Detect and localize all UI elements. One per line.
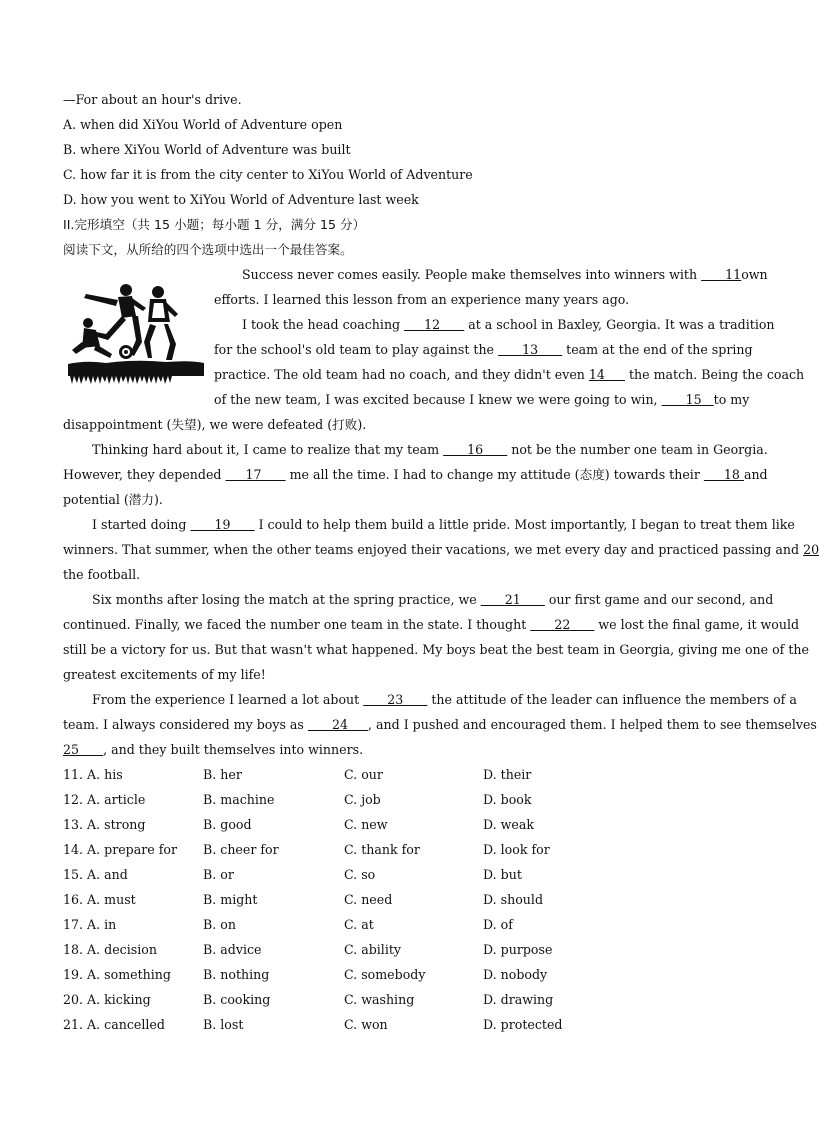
passage-line: efforts. I learned this lesson from an experience many years ago.: [214, 292, 630, 307]
option-a: 11. A. his: [63, 767, 123, 782]
option-b: B. machine: [203, 792, 275, 807]
blank-21: 21: [504, 592, 521, 607]
option-a: 20. A. kicking: [63, 992, 151, 1007]
prev-option-b: B. where XiYou World of Adventure was built: [63, 142, 351, 157]
option-b: B. might: [203, 892, 258, 907]
option-a: 14. A. prepare for: [63, 842, 177, 857]
passage-line: practice. The old team had no coach, and they didn't even 14 the match. Being the coach: [214, 367, 805, 382]
passage-line: the football.: [63, 567, 141, 582]
passage-line: Success never comes easily. People make themselves into winners with 11own: [242, 267, 768, 282]
passage-line: Thinking hard about it, I came to realize that my team 16 not be the number one team in Georgia.: [92, 442, 768, 457]
option-a: 13. A. strong: [63, 817, 146, 832]
passage-line: greatest excitements of my life!: [63, 667, 266, 682]
blank-14: 14: [588, 367, 605, 382]
option-b: B. her: [203, 767, 242, 782]
option-b: B. nothing: [203, 967, 270, 982]
passage-line: of the new team, I was excited because I knew we were going to win, 15 to my: [214, 392, 750, 407]
option-b: B. cheer for: [203, 842, 279, 857]
option-a: 21. A. cancelled: [63, 1017, 165, 1032]
blank-16: 16: [467, 442, 484, 457]
option-c: C. need: [344, 892, 393, 907]
option-b: B. lost: [203, 1017, 244, 1032]
prev-option-a: A. when did XiYou World of Adventure open: [63, 117, 343, 132]
blank-11: 11: [725, 267, 742, 282]
passage-line: I started doing 19 I could to help them build a little pride. Most importantly, I began to treat them like: [92, 517, 795, 532]
option-c: C. washing: [344, 992, 415, 1007]
blank-23: 23: [387, 692, 404, 707]
option-c: C. our: [344, 767, 383, 782]
blank-12: 12: [424, 317, 441, 332]
section-title: II.完形填空（共 15 小题；每小题 1 分，满分 15 分）: [63, 217, 366, 232]
option-d: D. their: [483, 767, 532, 782]
blank-24: 24: [331, 717, 348, 732]
football-players-image: [66, 280, 206, 388]
prev-option-c: C. how far it is from the city center to XiYou World of Adventure: [63, 167, 473, 182]
option-b: B. advice: [203, 942, 262, 957]
blank-17: 17: [245, 467, 262, 482]
blank-13: 13: [522, 342, 539, 357]
option-d: D. drawing: [483, 992, 554, 1007]
blank-25: 25: [63, 742, 80, 757]
answer-line: —For about an hour's drive.: [63, 92, 242, 107]
option-a: 19. A. something: [63, 967, 171, 982]
option-c: C. so: [344, 867, 376, 882]
passage-line: disappointment (失望), we were defeated (打败).: [63, 417, 367, 432]
option-d: D. purpose: [483, 942, 553, 957]
option-b: B. cooking: [203, 992, 271, 1007]
passage-line: However, they depended 17 me all the time. I had to change my attitude (态度) towards their 18 and: [63, 467, 768, 482]
option-b: B. or: [203, 867, 234, 882]
passage-line: team. I always considered my boys as 24 , and I pushed and encouraged them. I helped them to see themselves: [63, 717, 817, 732]
option-d: D. but: [483, 867, 522, 882]
option-c: C. thank for: [344, 842, 420, 857]
option-c: C. ability: [344, 942, 402, 957]
option-d: D. should: [483, 892, 544, 907]
option-b: B. good: [203, 817, 252, 832]
option-d: D. look for: [483, 842, 550, 857]
prev-option-d: D. how you went to XiYou World of Adventure last week: [63, 192, 419, 207]
blank-22: 22: [554, 617, 571, 632]
option-d: D. nobody: [483, 967, 548, 982]
option-d: D. weak: [483, 817, 535, 832]
option-c: C. job: [344, 792, 381, 807]
passage-line: winners. That summer, when the other teams enjoyed their vacations, we met every day and practiced passing and 20: [63, 542, 819, 557]
passage-line: 25 , and they built themselves into winners.: [63, 742, 364, 757]
option-c: C. won: [344, 1017, 388, 1032]
passage-line: I took the head coaching 12 at a school in Baxley, Georgia. It was a tradition: [242, 317, 775, 332]
option-a: 15. A. and: [63, 867, 128, 882]
passage-line: for the school's old team to play against the 13 team at the end of the spring: [214, 342, 753, 357]
passage-line: From the experience I learned a lot about 23 the attitude of the leader can influence the members of a: [92, 692, 797, 707]
passage-line: potential (潜力).: [63, 492, 163, 507]
section-instruction: 阅读下文，从所给的四个选项中选出一个最佳答案。: [63, 242, 353, 257]
option-c: C. at: [344, 917, 374, 932]
option-d: D. of: [483, 917, 513, 932]
option-a: 12. A. article: [63, 792, 146, 807]
option-a: 18. A. decision: [63, 942, 157, 957]
option-c: C. new: [344, 817, 388, 832]
blank-20: 20: [803, 542, 819, 557]
blank-18: 18: [723, 467, 740, 482]
option-d: D. protected: [483, 1017, 563, 1032]
passage-line: continued. Finally, we faced the number one team in the state. I thought 22 we lost the final game, it would: [63, 617, 800, 632]
blank-15: 15: [685, 392, 702, 407]
option-a: 17. A. in: [63, 917, 117, 932]
option-c: C. somebody: [344, 967, 426, 982]
blank-19: 19: [214, 517, 231, 532]
option-a: 16. A. must: [63, 892, 136, 907]
passage-line: Six months after losing the match at the spring practice, we 21 our first game and our second, and: [92, 592, 774, 607]
option-b: B. on: [203, 917, 236, 932]
option-d: D. book: [483, 792, 532, 807]
passage-line: still be a victory for us. But that wasn't what happened. My boys beat the best team in Georgia, giving me one of the: [63, 642, 809, 657]
